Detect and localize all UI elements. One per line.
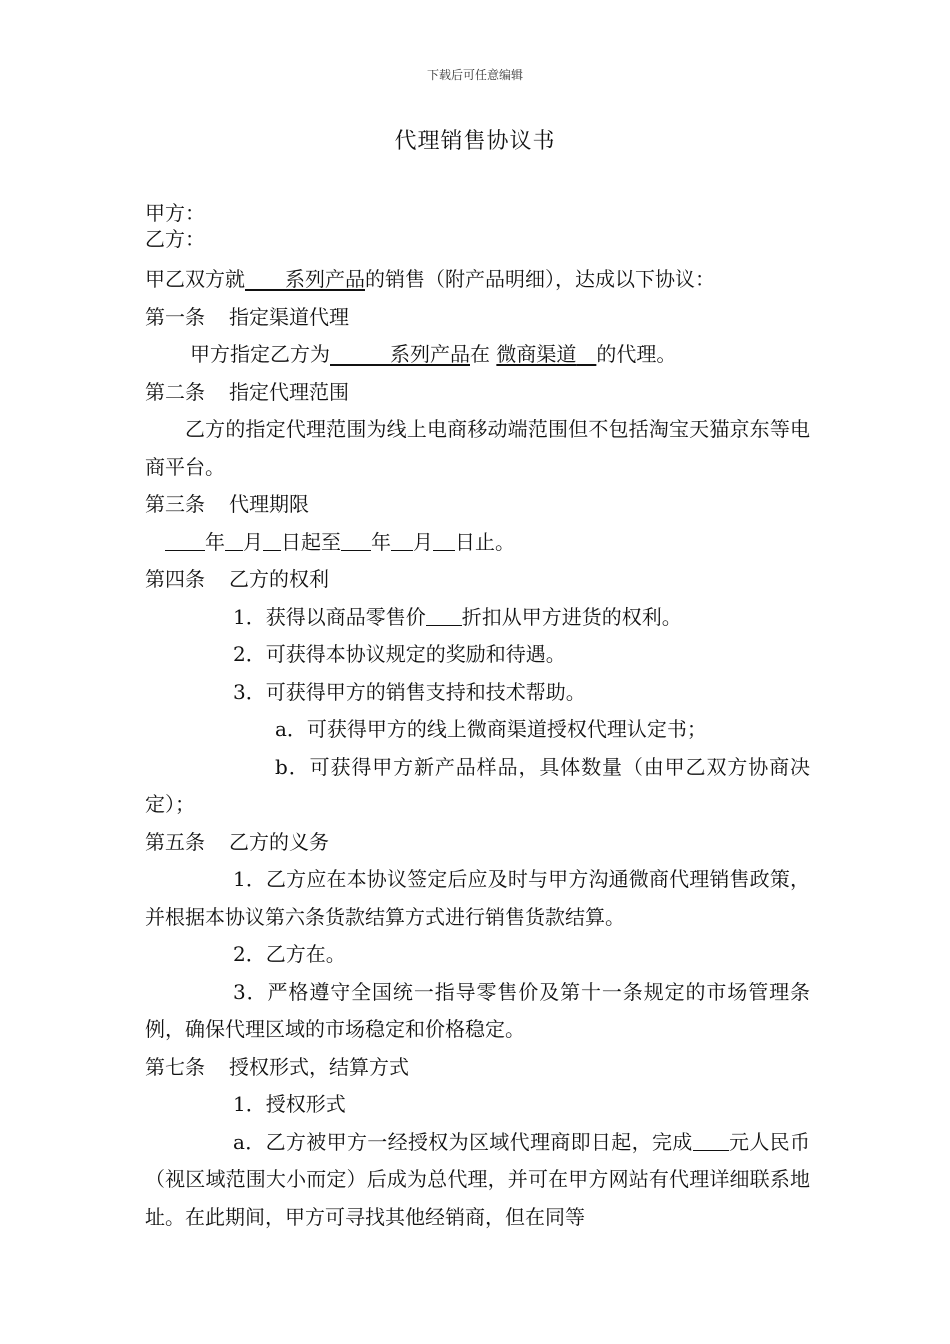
article-5-item-2: 2．乙方在。 [233,942,346,966]
article-1-heading: 第一条 指定渠道代理 [145,304,349,329]
article-5-item-3: 3．严格遵守全国统一指导零售价及第十一条规定的市场管理条例，确保代理区域的市场稳定和价格稳定。 [145,979,810,1041]
channel-blank: 微商渠道 [496,342,577,366]
party-a-label: 甲方： [145,201,205,225]
article-7-item-1a: a．乙方被甲方一经授权为区域代理商即日起，完成 元人民币（视区域范围大小而定）后成为总代理，并可在甲方网站有代理详细联系地址。在此期间，甲方可寻找其他经销商，但在同等 [145,1129,810,1229]
article-4-item-3a: a．可获得甲方的线上微商渠道授权代理认定书； [275,717,707,741]
article-2-text: 乙方的指定代理范围为线上电商移动端范围但不包括淘宝天猫京东等电商平台。 [145,417,810,479]
article-4-item-3b: b．可获得甲方新产品样品，具体数量（由甲乙双方协商决定）； [145,754,810,816]
party-b-label: 乙方： [145,227,205,251]
article-4-item-1: 1．获得以商品零售价 折扣从甲方进货的权利。 [233,604,682,629]
article-5-item-1: 1．乙方应在本协议签定后应及时与甲方沟通微商代理销售政策，并根据本协议第六条货款结算方式进行销售货款结算。 [145,867,810,929]
intro-product-blank: 系列产品 [285,267,365,291]
article-4-heading: 第四条 乙方的权利 [145,567,329,591]
article-5-heading: 第五条 乙方的义务 [145,829,329,854]
article-1-text: 甲方指定乙方为 系列产品在 微商渠道 的代理。 [190,342,677,366]
article-3-text: 年 月 日起至 年 月 日止。 [145,524,810,562]
product-blank: 系列产品 [390,342,470,366]
document-body [145,200,810,1236]
article-4-item-2: 2．可获得本协议规定的奖励和待遇。 [233,642,566,666]
intro-text: 甲乙双方就 [145,267,245,291]
article-4-item-3: 3．可获得甲方的销售支持和技术帮助。 [233,679,586,704]
intro-paragraph [145,261,810,299]
article-7-item-1: 1．授权形式 [233,1092,346,1116]
intro-text-end: 的销售（附产品明细），达成以下协议： [365,267,715,291]
page-header: 下载后可任意编辑 [426,68,523,82]
article-2-heading: 第二条 指定代理范围 [145,379,349,404]
document-title: 代理销售协议书 [394,129,556,154]
article-3-heading: 第三条 代理期限 [145,492,309,516]
article-7-heading: 第七条 授权形式，结算方式 [145,1054,409,1079]
